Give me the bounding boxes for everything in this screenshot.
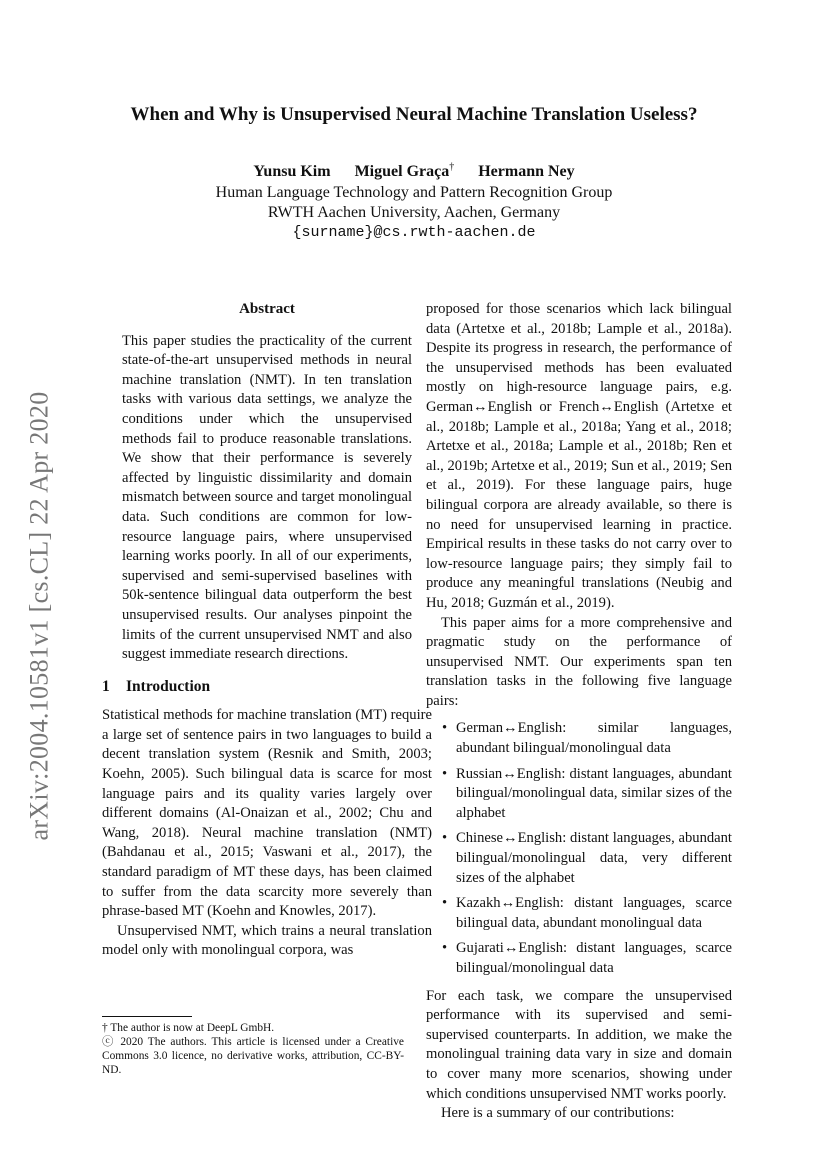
arxiv-identifier-text: arXiv:2004.10581v1 [cs.CL] 22 Apr 2020 [25,391,54,841]
bullet-icon: • [442,895,448,912]
author-1 [253,163,330,180]
bullet-icon: • [442,940,448,957]
paragraph-task: For each task, we compare the unsupervised performance with its supervised and semi-supervised counterparts. In addition, we make the monolingual training data vary in size and domain to cover many more scenarios, showing under which conditions unsupervised NMT works poorly. [426,987,732,1102]
affiliation-university: RWTH Aachen University, Aachen, Germany [267,204,561,221]
paragraph-continued: proposed for those scenarios which lack bilingual data (Artetxe et al., 2018b; Lample et al., 2018a). Despite its progress in research, the performance of the unsupervised methods has been evaluated mostly on high-resource language pairs, e.g. German↔English or French↔English (Artetxe et al., 2018b; Lample et al., 2018a; Yang et al., 2018; Artetxe et al., 2018a; Lample et al., 2018b; Ren et al., 2019b; Artetxe et al., 2019; Sun et al., 2019; Sen et al., 2019). For these language pairs, huge bilingual corpora are already available, so there is no need for unsupervised learning in practice. Empirical results in these tasks do not carry over to low-resource language pairs; they simply fail to produce any meaningful translations (Neubig and Hu, 2018; Guzmán et al., 2019). [426,301,732,611]
list-item [426,765,732,824]
paragraph-summary: Here is a summary of our contributions: [441,1105,675,1122]
intro-paragraph-2: Unsupervised NMT, which trains a neural translation model only with monolingual corpora, was [102,922,432,959]
list-item [426,719,732,758]
list-item-text: Gujarati↔English: distant languages, scarce bilingual/monolingual data [456,940,732,976]
list-item-text: Russian↔English: distant languages, abundant bilingual/monolingual data, similar sizes of the alphabet [456,765,732,821]
author-list [0,162,828,181]
abstract-heading: Abstract [239,301,295,317]
arxiv-identifier [8,366,72,866]
author-name: Miguel Graça [354,163,450,181]
list-item-text: Chinese↔English: distant languages, abundant bilingual/monolingual data, very different sizes of the alphabet [456,830,732,886]
author-name: Yunsu Kim [253,163,331,181]
section-title: Introduction [126,677,211,695]
bullet-icon: • [442,830,448,847]
author-email: {surname}@cs.rwth-aachen.de [292,224,536,241]
language-pair-list [426,719,732,978]
right-column [426,300,732,1124]
affiliation-group: Human Language Technology and Pattern Recognition Group [215,184,613,201]
bullet-icon: • [442,765,448,782]
section-heading-introduction [102,677,432,697]
list-item [426,939,732,978]
section-number: 1 [102,677,110,695]
abstract-block [122,332,412,665]
footnotes [102,1016,404,1077]
intro-paragraph-1: Statistical methods for machine translation (MT) require a large set of sentence pairs in two languages to build a decent translation system (Resnik and Smith, 2003; Koehn, 2005). Such bilingual data is scarce for most language pairs and its quality varies largely over different domains (Al-Onaizan et al., 2002; Chu and Wang, 2018). Neural machine translation (NMT) (Bahdanau et al., 2015; Vaswani et al., 2017), the standard paradigm of MT these days, has been claimed to suffer from the data scarcity more severely than phrase-based MT (Koehn and Knowles, 2017). [102,707,432,920]
author-name: Hermann Ney [478,163,575,181]
author-3 [478,163,574,180]
author-footnote-mark: † [449,162,455,173]
paper-title: When and Why is Unsupervised Neural Machine Translation Useless? [130,104,698,125]
list-item [426,894,732,933]
author-2 [355,163,455,180]
list-item [426,829,732,888]
list-item-text: German↔English: similar languages, abundant bilingual/monolingual data [456,720,732,757]
footnote-license: ⓒ 2020 The authors. This article is licensed under a Creative Commons 3.0 licence, no derivative works, attribution, CC-BY-ND. [102,1036,404,1076]
paragraph-aims: This paper aims for a more comprehensive and pragmatic study on the performance of unsupervised NMT. Our experiments span ten translation tasks in the following five language pairs: [426,614,732,709]
footnote-divider [102,1016,192,1017]
left-column [102,300,432,961]
list-item-text: Kazakh↔English: distant languages, scarce bilingual data, abundant monolingual data [456,895,732,931]
bullet-icon: • [442,720,448,737]
abstract-text: This paper studies the practicality of the current state-of-the-art unsupervised methods in neural machine translation (NMT). In ten translation tasks with various data settings, we analyze the conditions under which the unsupervised methods fail to produce reasonable translations. We show that their performance is severely affected by linguistic dissimilarity and domain mismatch between source and target monolingual data. Such conditions are common for low-resource language pairs, where unsupervised learning works poorly. In all of our experiments, supervised and semi-supervised baselines with 50k-sentence bilingual data outperform the best unsupervised results. Our analyses pinpoint the limits of the current unsupervised NMT and also suggest immediate research directions. [122,332,412,663]
footnote-author-note: † The author is now at DeepL GmbH. [102,1022,275,1034]
